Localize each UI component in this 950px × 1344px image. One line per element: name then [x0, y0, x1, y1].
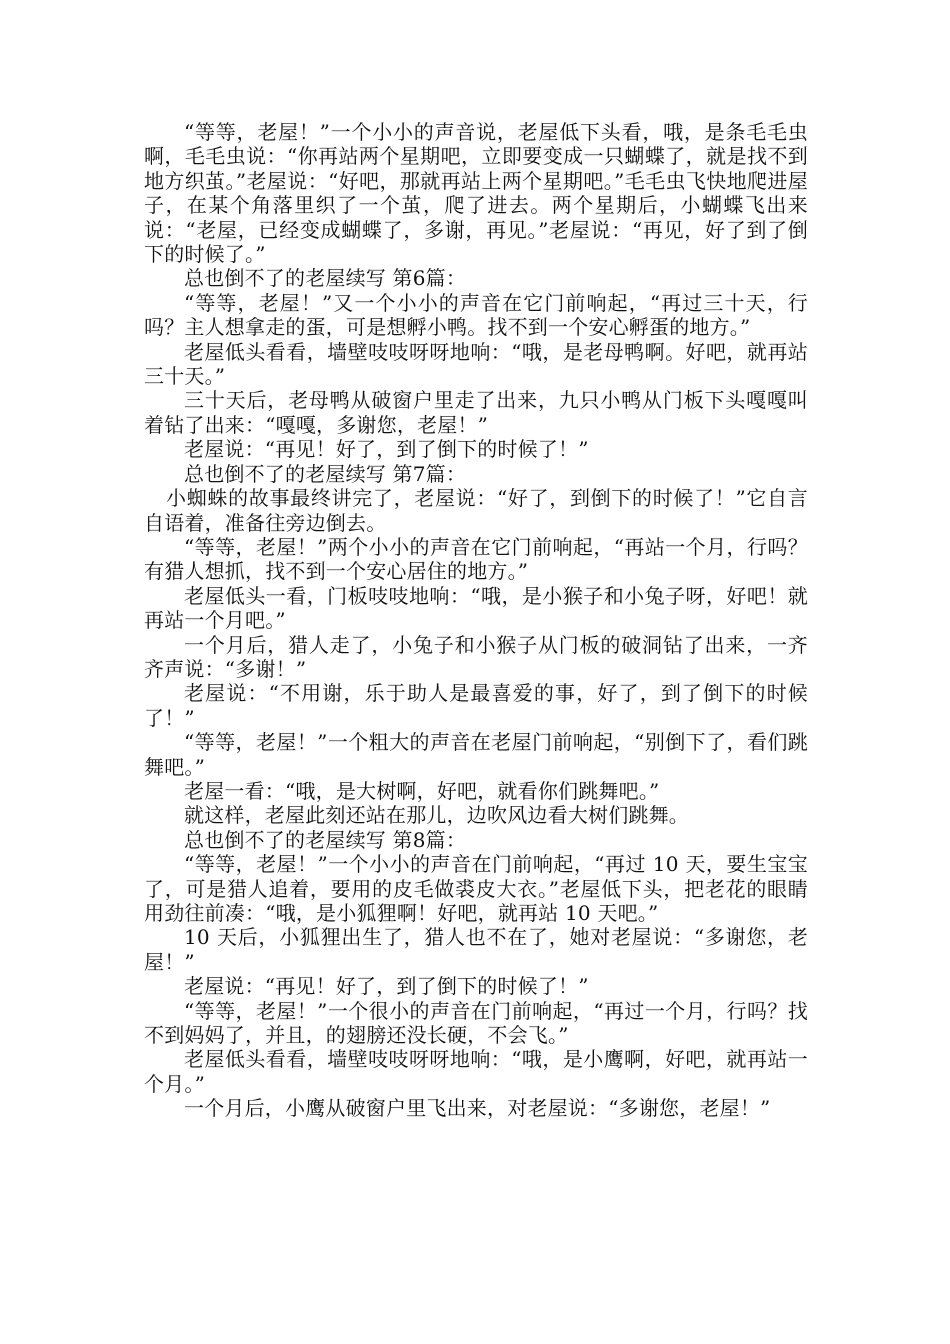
- section-heading-8: 总也倒不了的老屋续写 第8篇：: [184, 827, 467, 852]
- paragraph-12: 老屋说：“不用谢，乐于助人是最喜爱的事，好了，到了倒下的时候了！”: [144, 681, 808, 730]
- section-heading-6: 总也倒不了的老屋续写 第6篇：: [184, 266, 467, 291]
- document-page: [144, 120, 808, 1121]
- paragraph-6: 老屋说：“再见！好了，到了倒下的时候了！”: [184, 437, 589, 462]
- paragraph-5: 三十天后，老母鸭从破窗户里走了出来，九只小鸭从门板下头嘎嘎叫着钻了出来：“嘎嘎，多谢您，老屋！”: [144, 388, 808, 437]
- paragraph-22: 一个月后，小鹰从破窗户里飞出来，对老屋说：“多谢您，老屋！”: [184, 1096, 771, 1121]
- paragraph-17: “等等，老屋！”一个小小的声音在门前响起，“再过 10 天，要生宝宝了，可是猎人追着，要用的皮毛做裘皮大衣。”老屋低下头，把老花的眼睛用劲往前凑：“哦，是小狐狸啊！好吧，就再站 10 天吧。”: [144, 852, 808, 925]
- paragraph-21: 老屋低头看看，墙壁吱吱呀呀地响：“哦，是小鹰啊，好吧，就再站一个月。”: [144, 1047, 808, 1096]
- paragraph-8: 小蜘蛛的故事最终讲完了，老屋说：“好了，到倒下的时候了！”它自言自语着，准备往旁边倒去。: [144, 486, 808, 535]
- paragraph-1: “等等，老屋！”一个小小的声音说，老屋低下头看，哦，是条毛毛虫啊，毛毛虫说：“你再站两个星期吧，立即要变成一只蝴蝶了，就是找不到地方织茧。”老屋说：“好吧，那就再站上两个星期吧。”毛毛虫飞快地爬进屋子，在某个角落里织了一个茧，爬了进去。两个星期后，小蝴蝶飞出来说：“老屋，已经变成蝴蝶了，多谢，再见。”老屋说：“再见，好了到了倒下的时候了。”: [144, 120, 808, 267]
- paragraph-15: 就这样，老屋此刻还站在那儿，边吹风边看大树们跳舞。: [184, 803, 689, 828]
- paragraph-4: 老屋低头看看，墙壁吱吱呀呀地响：“哦，是老母鸭啊。好吧，就再站三十天。”: [144, 339, 808, 389]
- section-heading-7: 总也倒不了的老屋续写 第7篇：: [184, 461, 467, 486]
- paragraph-19: 老屋说：“再见！好了，到了倒下的时候了！”: [184, 974, 589, 999]
- paragraph-14: 老屋一看：“哦，是大树啊，好吧，就看你们跳舞吧。”: [184, 778, 660, 803]
- paragraph-3: “等等，老屋！”又一个小小的声音在它门前响起，“再过三十天，行吗？主人想拿走的蛋，可是想孵小鸭。找不到一个安心孵蛋的地方。”: [144, 290, 808, 340]
- paragraph-13: “等等，老屋！”一个粗大的声音在老屋门前响起，“别倒下了，看们跳舞吧。”: [144, 730, 808, 779]
- paragraph-9: “等等，老屋！”两个小小的声音在它门前响起，“再站一个月，行吗？有猎人想抓，找不到一个安心居住的地方。”: [144, 534, 808, 584]
- paragraph-10: 老屋低头一看，门板吱吱地响：“哦，是小猴子和小兔子呀，好吧！就再站一个月吧。”: [144, 583, 808, 633]
- paragraph-20: “等等，老屋！”一个很小的声音在门前响起，“再过一个月，行吗？找不到妈妈了，并且，的翅膀还没长硬，不会飞。”: [144, 998, 808, 1048]
- paragraph-11: 一个月后，猎人走了，小兔子和小猴子从门板的破洞钻了出来，一齐齐声说：“多谢！”: [144, 632, 808, 681]
- paragraph-18: 10 天后，小狐狸出生了，猎人也不在了，她对老屋说：“多谢您，老屋！”: [144, 925, 808, 974]
